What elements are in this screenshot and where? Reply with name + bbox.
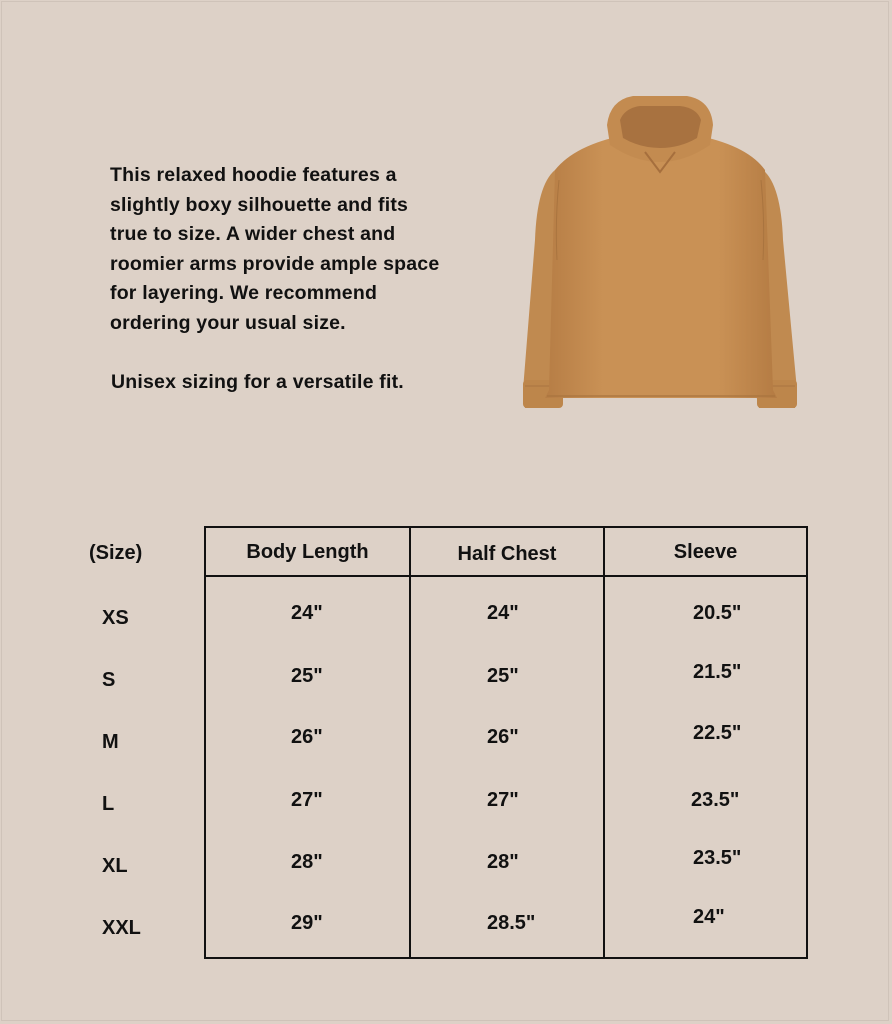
cell-body-length: 28" (291, 851, 323, 873)
product-description (110, 161, 480, 339)
cell-sleeve: 20.5" (693, 602, 742, 624)
cell-half-chest: 27" (487, 789, 519, 811)
cell-half-chest: 26" (487, 726, 519, 748)
cell-sleeve: 23.5" (691, 789, 740, 811)
description-line: true to size. A wider chest and (110, 223, 396, 246)
cell-half-chest: 28" (487, 851, 519, 873)
cell-half-chest: 25" (487, 665, 519, 687)
cell-body-length: 24" (291, 602, 323, 624)
description-line: for layering. We recommend (110, 282, 378, 305)
cell-sleeve: 23.5" (693, 847, 742, 869)
cell-sleeve: 24" (693, 906, 725, 928)
cell-body-length: 25" (291, 665, 323, 687)
cell-body-length: 26" (291, 726, 323, 748)
size-label: XXL (102, 917, 141, 939)
hoodie-image (515, 90, 805, 415)
column-divider (409, 528, 411, 957)
size-column-header: (Size) (89, 542, 143, 564)
description-line: This relaxed hoodie features a (110, 164, 397, 186)
header-divider (206, 575, 806, 577)
fit-note: Unisex sizing for a versatile fit. (111, 371, 404, 393)
column-header-body-length: Body Length (246, 541, 369, 563)
size-label: L (102, 793, 115, 815)
column-header-half-chest: Half Chest (457, 543, 557, 565)
cell-half-chest: 24" (487, 602, 519, 624)
column-divider (603, 528, 605, 957)
cell-half-chest: 28.5" (487, 912, 536, 934)
size-label: XS (102, 607, 129, 629)
description-line: roomier arms provide ample space (110, 252, 440, 275)
cell-body-length: 29" (291, 912, 323, 934)
description-line: slightly boxy silhouette and fits (110, 193, 409, 216)
size-chart-table (204, 526, 808, 959)
cell-sleeve: 21.5" (693, 661, 742, 683)
cell-sleeve: 22.5" (693, 722, 742, 744)
cell-body-length: 27" (291, 789, 323, 811)
size-label: M (102, 731, 119, 753)
size-label: S (102, 669, 116, 691)
size-label: XL (102, 855, 128, 877)
column-header-sleeve: Sleeve (673, 541, 738, 563)
description-line: ordering your usual size. (110, 311, 346, 334)
